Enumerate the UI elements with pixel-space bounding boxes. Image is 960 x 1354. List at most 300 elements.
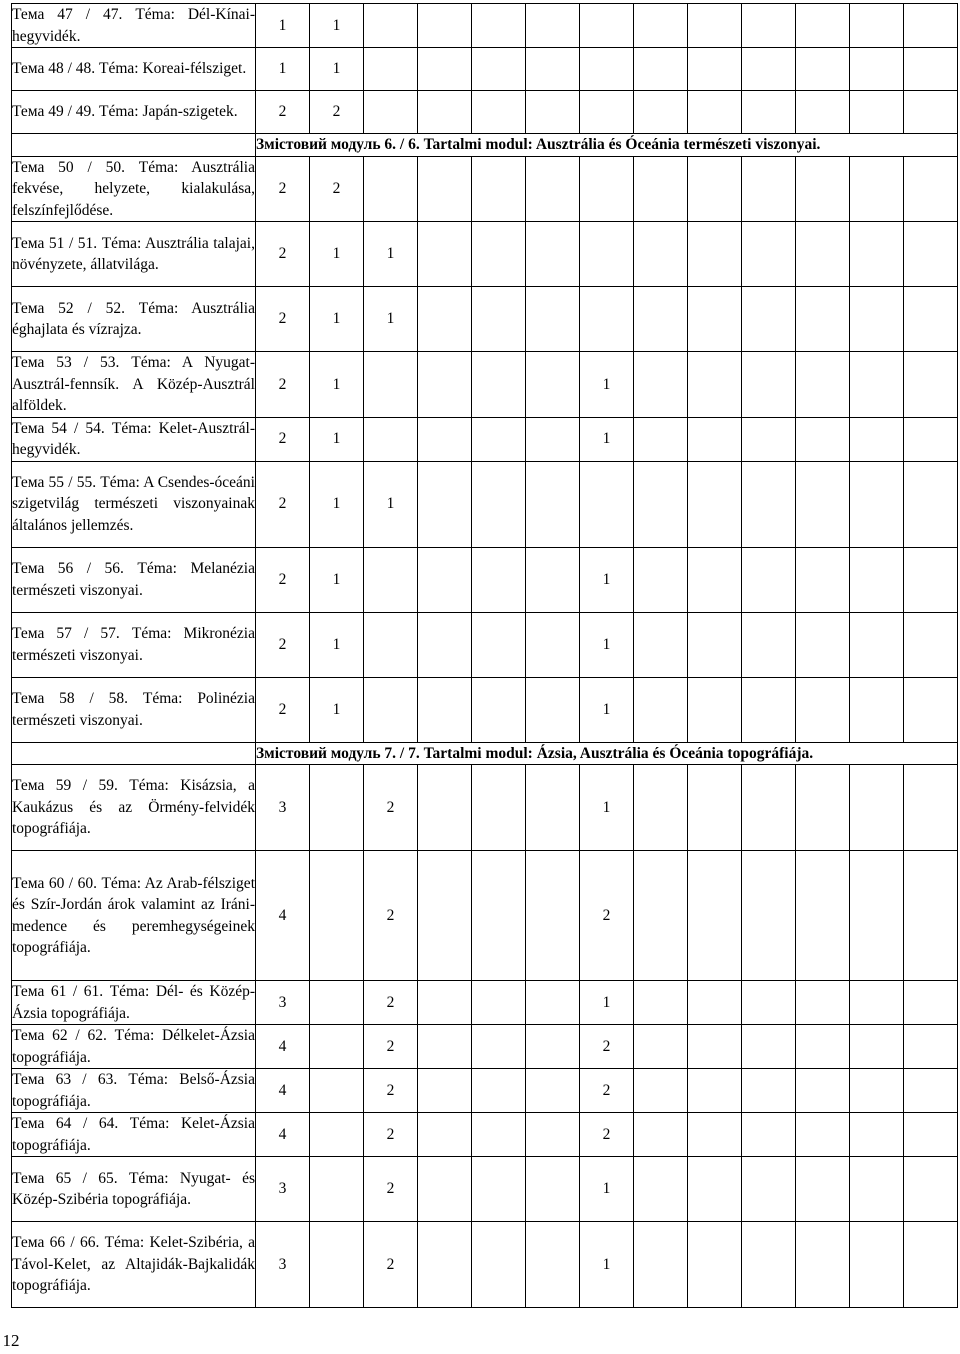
hours-cell: 3 <box>256 765 310 851</box>
topic-row <box>12 352 958 418</box>
hours-cell <box>418 851 472 981</box>
hours-cell <box>634 981 688 1025</box>
hours-cell: 2 <box>364 765 418 851</box>
hours-cell <box>904 765 958 851</box>
hours-cell <box>904 48 958 91</box>
hours-cell: 2 <box>364 1069 418 1113</box>
hours-cell <box>742 417 796 461</box>
hours-cell <box>688 677 742 742</box>
hours-cell <box>904 1157 958 1222</box>
hours-cell <box>796 156 850 222</box>
hours-cell <box>850 1113 904 1157</box>
hours-cell <box>850 677 904 742</box>
hours-cell <box>472 1157 526 1222</box>
hours-cell <box>472 461 526 547</box>
hours-cell <box>310 1222 364 1308</box>
hours-cell <box>526 981 580 1025</box>
hours-cell <box>904 1069 958 1113</box>
hours-cell <box>418 612 472 677</box>
hours-cell <box>364 4 418 48</box>
hours-cell <box>850 612 904 677</box>
hours-cell: 1 <box>580 1157 634 1222</box>
hours-cell <box>418 287 472 352</box>
hours-cell: 2 <box>256 417 310 461</box>
hours-cell <box>418 48 472 91</box>
hours-cell <box>418 1069 472 1113</box>
hours-cell <box>796 417 850 461</box>
hours-cell <box>796 91 850 134</box>
hours-cell: 2 <box>580 1113 634 1157</box>
hours-cell <box>634 417 688 461</box>
hours-cell <box>418 547 472 612</box>
hours-cell: 2 <box>256 156 310 222</box>
hours-cell <box>472 352 526 418</box>
hours-cell <box>688 547 742 612</box>
hours-cell <box>850 765 904 851</box>
hours-cell <box>850 4 904 48</box>
hours-cell <box>418 461 472 547</box>
hours-cell <box>634 461 688 547</box>
hours-cell <box>688 91 742 134</box>
hours-cell <box>742 851 796 981</box>
topic-row <box>12 417 958 461</box>
topic-title: Тема 61 / 61. Téma: Dél- és Közép-Ázsia topográfiája. <box>12 981 256 1025</box>
hours-cell <box>418 677 472 742</box>
hours-cell <box>580 4 634 48</box>
hours-cell <box>472 677 526 742</box>
hours-cell: 2 <box>580 1069 634 1113</box>
hours-cell <box>634 48 688 91</box>
hours-cell <box>634 851 688 981</box>
hours-cell <box>850 1025 904 1069</box>
hours-cell: 2 <box>364 1157 418 1222</box>
hours-cell <box>796 1069 850 1113</box>
hours-cell <box>850 1157 904 1222</box>
hours-cell <box>742 461 796 547</box>
hours-cell: 3 <box>256 1157 310 1222</box>
hours-cell <box>526 547 580 612</box>
hours-cell: 1 <box>256 48 310 91</box>
hours-cell <box>418 417 472 461</box>
hours-cell: 2 <box>364 1025 418 1069</box>
hours-cell <box>634 4 688 48</box>
hours-cell <box>904 222 958 287</box>
hours-cell <box>850 91 904 134</box>
hours-cell: 1 <box>310 417 364 461</box>
topic-row <box>12 1222 958 1308</box>
hours-cell <box>688 352 742 418</box>
hours-cell <box>742 222 796 287</box>
hours-cell <box>688 1069 742 1113</box>
hours-cell: 3 <box>256 981 310 1025</box>
topic-row <box>12 1157 958 1222</box>
topic-row <box>12 1069 958 1113</box>
hours-cell <box>526 417 580 461</box>
hours-cell <box>904 461 958 547</box>
hours-cell <box>472 48 526 91</box>
hours-cell <box>688 1222 742 1308</box>
hours-cell <box>742 1069 796 1113</box>
hours-cell <box>796 352 850 418</box>
topic-row <box>12 4 958 48</box>
hours-cell <box>364 547 418 612</box>
hours-cell <box>742 4 796 48</box>
hours-cell <box>904 4 958 48</box>
hours-cell <box>850 1222 904 1308</box>
hours-cell <box>904 677 958 742</box>
topic-title: Тема 62 / 62. Téma: Délkelet-Ázsia topográfiája. <box>12 1025 256 1069</box>
hours-cell <box>850 461 904 547</box>
topic-row <box>12 1025 958 1069</box>
hours-cell <box>580 287 634 352</box>
hours-cell <box>418 981 472 1025</box>
hours-cell <box>904 287 958 352</box>
hours-cell <box>850 981 904 1025</box>
hours-cell <box>526 765 580 851</box>
hours-cell <box>742 981 796 1025</box>
hours-cell <box>688 287 742 352</box>
topic-row <box>12 612 958 677</box>
topic-title: Тема 49 / 49. Téma: Japán-szigetek. <box>12 91 256 134</box>
hours-cell <box>904 1113 958 1157</box>
hours-cell <box>526 352 580 418</box>
hours-cell <box>418 352 472 418</box>
hours-cell <box>742 156 796 222</box>
hours-cell <box>850 352 904 418</box>
hours-cell: 1 <box>310 4 364 48</box>
hours-cell <box>580 461 634 547</box>
hours-cell: 3 <box>256 1222 310 1308</box>
hours-cell <box>904 1025 958 1069</box>
hours-cell <box>796 1025 850 1069</box>
hours-cell <box>526 48 580 91</box>
hours-cell: 1 <box>364 287 418 352</box>
hours-cell <box>742 1025 796 1069</box>
hours-cell <box>418 222 472 287</box>
hours-cell <box>580 48 634 91</box>
hours-cell <box>688 1025 742 1069</box>
hours-cell: 1 <box>580 547 634 612</box>
hours-cell <box>796 48 850 91</box>
hours-cell: 1 <box>580 677 634 742</box>
hours-cell <box>904 1222 958 1308</box>
hours-cell <box>634 352 688 418</box>
hours-cell <box>688 612 742 677</box>
hours-cell <box>364 677 418 742</box>
topic-row <box>12 48 958 91</box>
hours-cell <box>796 765 850 851</box>
hours-cell: 1 <box>310 48 364 91</box>
topic-title: Тема 53 / 53. Téma: A Nyugat-Ausztrál-fennsík. A Közép-Ausztrál alföldek. <box>12 352 256 418</box>
hours-cell <box>580 156 634 222</box>
hours-cell <box>472 981 526 1025</box>
topic-title: Тема 59 / 59. Téma: Kisázsia, a Kaukázus és az Örmény-felvidék topográfiája. <box>12 765 256 851</box>
topic-title: Тема 66 / 66. Téma: Kelet-Szibéria, a Távol-Kelet, az Altajidák-Bajkalidák topográfiája. <box>12 1222 256 1308</box>
module-header-spacer <box>12 742 256 765</box>
hours-cell <box>688 48 742 91</box>
table-body <box>12 4 958 1308</box>
hours-cell <box>472 156 526 222</box>
topic-title: Тема 47 / 47. Téma: Dél-Kínai-hegyvidék. <box>12 4 256 48</box>
topic-row <box>12 981 958 1025</box>
hours-cell <box>418 91 472 134</box>
hours-cell <box>742 91 796 134</box>
hours-cell: 4 <box>256 851 310 981</box>
hours-cell <box>742 547 796 612</box>
hours-cell <box>472 851 526 981</box>
hours-cell <box>742 612 796 677</box>
hours-cell <box>364 48 418 91</box>
hours-cell <box>310 765 364 851</box>
hours-cell <box>742 352 796 418</box>
hours-cell <box>850 1069 904 1113</box>
hours-cell <box>634 547 688 612</box>
hours-cell: 4 <box>256 1113 310 1157</box>
hours-cell <box>688 461 742 547</box>
hours-cell <box>634 612 688 677</box>
hours-cell <box>904 352 958 418</box>
hours-cell <box>688 1113 742 1157</box>
hours-cell <box>796 851 850 981</box>
topic-row <box>12 156 958 222</box>
hours-cell <box>850 156 904 222</box>
hours-cell: 1 <box>310 222 364 287</box>
module-title: Змістовий модуль 6. / 6. Tartalmi modul: Ausztrália és Óceánia természeti viszonyai. <box>256 134 958 157</box>
hours-cell <box>796 4 850 48</box>
hours-cell <box>472 1222 526 1308</box>
hours-cell <box>310 1025 364 1069</box>
hours-cell <box>634 765 688 851</box>
hours-cell <box>796 677 850 742</box>
hours-cell <box>472 417 526 461</box>
hours-cell <box>850 417 904 461</box>
module-title: Змістовий модуль 7. / 7. Tartalmi modul: Ázsia, Ausztrália és Óceánia topográfiája. <box>256 742 958 765</box>
hours-cell: 1 <box>580 765 634 851</box>
topic-title: Тема 54 / 54. Téma: Kelet-Ausztrál-hegyvidék. <box>12 417 256 461</box>
hours-cell <box>418 1113 472 1157</box>
hours-cell <box>796 1222 850 1308</box>
hours-cell <box>364 91 418 134</box>
hours-cell <box>742 1222 796 1308</box>
hours-cell <box>526 1113 580 1157</box>
topic-title: Тема 58 / 58. Téma: Polinézia természeti viszonyai. <box>12 677 256 742</box>
hours-cell <box>526 1222 580 1308</box>
hours-cell <box>688 222 742 287</box>
hours-cell <box>472 287 526 352</box>
hours-cell: 2 <box>256 287 310 352</box>
hours-cell: 1 <box>580 1222 634 1308</box>
hours-cell <box>742 1157 796 1222</box>
hours-cell <box>418 765 472 851</box>
hours-cell <box>688 4 742 48</box>
hours-cell <box>634 1222 688 1308</box>
hours-cell: 2 <box>310 91 364 134</box>
topic-title: Тема 63 / 63. Téma: Belső-Ázsia topográfiája. <box>12 1069 256 1113</box>
topic-title: Тема 50 / 50. Téma: Ausztrália fekvése, helyzete, kialakulása, felszínfejlődése. <box>12 156 256 222</box>
hours-cell <box>742 287 796 352</box>
hours-cell: 2 <box>364 981 418 1025</box>
hours-cell <box>904 612 958 677</box>
topic-title: Тема 55 / 55. Téma: A Csendes-óceáni szigetvilág természeti viszonyainak általános jellemzés. <box>12 461 256 547</box>
hours-cell: 4 <box>256 1069 310 1113</box>
hours-cell: 1 <box>310 352 364 418</box>
hours-cell <box>310 1157 364 1222</box>
topic-title: Тема 64 / 64. Téma: Kelet-Ázsia topográfiája. <box>12 1113 256 1157</box>
hours-cell <box>418 1222 472 1308</box>
hours-cell <box>634 1069 688 1113</box>
hours-cell <box>796 1113 850 1157</box>
hours-cell <box>634 287 688 352</box>
topic-title: Тема 51 / 51. Téma: Ausztrália talajai, növényzete, állatvilága. <box>12 222 256 287</box>
hours-cell <box>850 48 904 91</box>
hours-cell <box>364 612 418 677</box>
hours-cell <box>634 1113 688 1157</box>
hours-cell: 1 <box>364 222 418 287</box>
hours-cell <box>796 547 850 612</box>
hours-cell <box>634 677 688 742</box>
hours-cell: 1 <box>310 287 364 352</box>
topic-row <box>12 287 958 352</box>
hours-cell: 1 <box>364 461 418 547</box>
hours-cell <box>634 156 688 222</box>
topic-row <box>12 765 958 851</box>
hours-cell: 1 <box>580 612 634 677</box>
hours-cell <box>526 156 580 222</box>
hours-cell <box>904 156 958 222</box>
hours-cell <box>688 417 742 461</box>
hours-cell <box>310 1113 364 1157</box>
hours-cell: 1 <box>310 612 364 677</box>
hours-cell <box>688 981 742 1025</box>
hours-cell <box>796 287 850 352</box>
hours-cell <box>418 1157 472 1222</box>
topic-row <box>12 222 958 287</box>
hours-cell <box>526 1025 580 1069</box>
hours-cell <box>904 851 958 981</box>
hours-cell <box>472 4 526 48</box>
hours-cell <box>472 1025 526 1069</box>
hours-cell <box>418 1025 472 1069</box>
hours-cell: 1 <box>310 677 364 742</box>
hours-cell <box>526 4 580 48</box>
hours-cell <box>526 851 580 981</box>
hours-cell: 2 <box>256 677 310 742</box>
topic-title: Тема 52 / 52. Téma: Ausztrália éghajlata és vízrajza. <box>12 287 256 352</box>
topic-row <box>12 677 958 742</box>
hours-cell <box>472 612 526 677</box>
hours-cell <box>742 48 796 91</box>
topic-title: Тема 65 / 65. Téma: Nyugat- és Közép-Szibéria topográfiája. <box>12 1157 256 1222</box>
hours-cell <box>796 222 850 287</box>
hours-cell <box>904 547 958 612</box>
hours-cell <box>526 461 580 547</box>
hours-cell <box>634 222 688 287</box>
hours-cell <box>688 765 742 851</box>
hours-cell <box>364 417 418 461</box>
hours-cell <box>472 765 526 851</box>
hours-cell <box>796 612 850 677</box>
hours-cell <box>634 1157 688 1222</box>
module-header-spacer <box>12 134 256 157</box>
hours-cell <box>526 612 580 677</box>
hours-cell <box>364 352 418 418</box>
hours-cell <box>634 1025 688 1069</box>
hours-cell <box>850 222 904 287</box>
hours-cell: 2 <box>256 91 310 134</box>
hours-cell: 2 <box>364 1222 418 1308</box>
topic-row <box>12 1113 958 1157</box>
hours-cell <box>418 156 472 222</box>
hours-cell <box>796 1157 850 1222</box>
hours-cell <box>526 677 580 742</box>
hours-cell <box>904 91 958 134</box>
hours-cell <box>688 1157 742 1222</box>
hours-cell <box>526 287 580 352</box>
hours-cell: 1 <box>256 4 310 48</box>
module-header-row <box>12 742 958 765</box>
page-number: 12 <box>2 1331 20 1350</box>
hours-cell <box>904 417 958 461</box>
topic-title: Тема 57 / 57. Téma: Mikronézia természeti viszonyai. <box>12 612 256 677</box>
hours-cell: 2 <box>580 851 634 981</box>
hours-cell <box>472 91 526 134</box>
hours-cell <box>526 1069 580 1113</box>
topic-row <box>12 851 958 981</box>
hours-cell <box>850 287 904 352</box>
hours-cell <box>364 156 418 222</box>
hours-cell: 4 <box>256 1025 310 1069</box>
hours-cell <box>850 851 904 981</box>
curriculum-hours-table <box>11 3 958 1308</box>
hours-cell <box>580 222 634 287</box>
hours-cell <box>742 765 796 851</box>
hours-cell <box>688 851 742 981</box>
hours-cell <box>472 547 526 612</box>
topic-row <box>12 91 958 134</box>
module-header-row <box>12 134 958 157</box>
hours-cell: 2 <box>256 352 310 418</box>
hours-cell <box>526 222 580 287</box>
hours-cell: 2 <box>256 222 310 287</box>
hours-cell: 1 <box>580 417 634 461</box>
hours-cell <box>904 981 958 1025</box>
hours-cell: 2 <box>580 1025 634 1069</box>
hours-cell: 2 <box>256 612 310 677</box>
hours-cell <box>418 4 472 48</box>
hours-cell: 1 <box>310 461 364 547</box>
hours-cell: 1 <box>580 981 634 1025</box>
hours-cell: 2 <box>364 1113 418 1157</box>
hours-cell <box>580 91 634 134</box>
hours-cell: 1 <box>580 352 634 418</box>
hours-cell: 2 <box>310 156 364 222</box>
hours-cell <box>472 1069 526 1113</box>
hours-cell: 1 <box>310 547 364 612</box>
topic-row <box>12 461 958 547</box>
topic-row <box>12 547 958 612</box>
hours-cell <box>310 851 364 981</box>
hours-cell <box>472 1113 526 1157</box>
topic-title: Тема 60 / 60. Téma: Az Arab-félsziget és Szír-Jordán árok valamint az Iráni-medence és peremhegységeinek topográfiája. <box>12 851 256 981</box>
hours-cell <box>634 91 688 134</box>
topic-title: Тема 56 / 56. Téma: Melanézia természeti viszonyai. <box>12 547 256 612</box>
hours-cell: 2 <box>256 461 310 547</box>
hours-cell <box>688 156 742 222</box>
hours-cell <box>796 981 850 1025</box>
hours-cell <box>472 222 526 287</box>
hours-cell <box>742 1113 796 1157</box>
hours-cell: 2 <box>364 851 418 981</box>
